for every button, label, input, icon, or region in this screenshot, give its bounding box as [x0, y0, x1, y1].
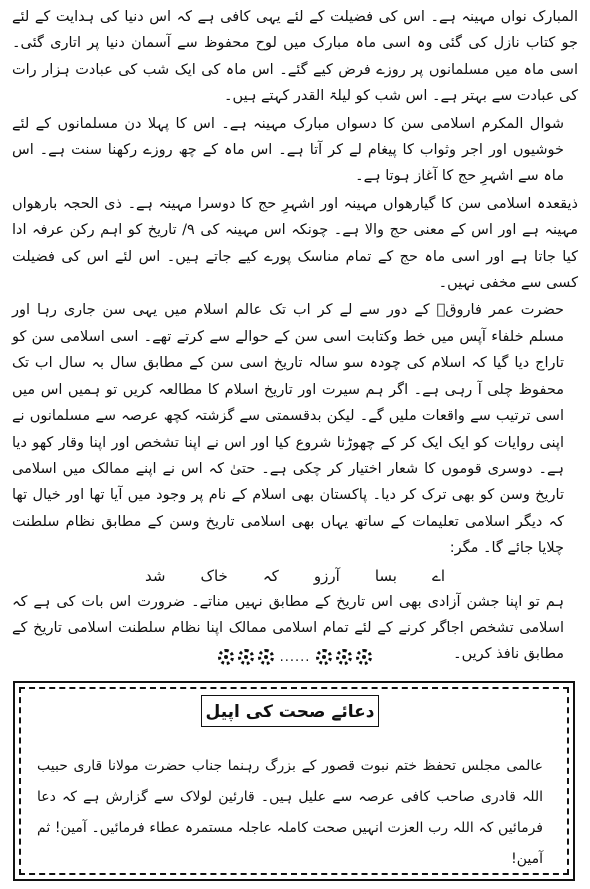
couplet-word: خاک — [200, 566, 228, 585]
couplet-word: اے — [432, 566, 445, 585]
appeal-body: عالمی مجلس تحفظ ختم نبوت قصور کے بزرگ رہنما جناب حضرت مولانا قاری حبیب اللہ قادری صاحب کافی عرصہ سے علیل ہیں۔ قارئین لولاک سے گزارش ہے کہ دعا فرمائیں کہ اللہ رب العزت انہیں صحت کاملہ عاجلہ مستمرہ عطاء فرمائیں۔ آمین! ثم آمین! — [37, 758, 543, 867]
flower-ornament-icon — [316, 649, 332, 665]
couplet-word: کہ — [262, 566, 279, 585]
couplet-word: بسا — [374, 566, 397, 585]
poetry-couplet — [145, 563, 445, 589]
paragraph-shawwal: شوال المکرم اسلامی سن کا دسواں مبارک مہینہ ہے۔ اس کا پہلا دن مسلمانوں کے لئے خوشیوں اور اجر وثواب کا پیغام لے کر آتا ہے۔ اس ماہ کے چھ روزے رکھنا سنت ہے۔ اس ماہ سے اشہرِ حج کا آغاز ہوتا ہے۔ — [12, 115, 564, 185]
appeal-title-box — [201, 695, 379, 727]
flower-ornament-icon — [238, 649, 254, 665]
paragraph-conclusion: ہم تو اپنا جشن آزادی بھی اس تاریخ کے مطابق نہیں مناتے۔ ضرورت اس بات کی ہے کہ اسلامی تشخص اجاگر کرنے کے لئے تمام اسلامی ممالک اپنا نظام سلطنت اسلامی تاریخ کے مطابق نافذ کریں۔ — [12, 593, 564, 663]
paragraph-dhul-qadah: ذیقعدہ اسلامی سن کا گیارھواں مہینہ اور اشہرِ حج کا دوسرا مہینہ ہے۔ ذی الحجہ بارھواں مہینہ ہے اور اس کے معنی حج والا ہے۔ چونکہ اس مہینہ کی ۹/ تاریخ کو اہم رکن عرفہ ادا کیا جاتا ہے اور اسی ماہ حج کے تمام مناسک پورے کیے جاتے ہیں۔ اس لئے اس کی فضیلت کسی سے مخفی نہیں۔ — [12, 195, 578, 292]
flower-ornament-icon — [258, 649, 274, 665]
flower-ornament-icon — [356, 649, 372, 665]
flower-ornament-icon — [336, 649, 352, 665]
flower-ornament-icon — [218, 649, 234, 665]
appeal-box — [13, 681, 575, 881]
section-divider — [0, 646, 590, 668]
paragraph-history: حضرت عمر فاروقؓ کے دور سے لے کر اب تک عالم اسلام میں یہی سن جاری رہا اور مسلم خلفاء آپس میں خط وکتابت اسی سن کے حوالے سے کرتے تھے۔ اسی اسلامی سن کو تاراج دیا گیا کہ اسلام کی چودہ سو سالہ تاریخ اسی سن کے مطابق سال بہ سال اب تک محفوظ چلی آ رہی ہے۔ اگر ہم سیرت اور تاریخ اسلام کا مطالعہ کریں تو ہمیں اس میں اسی ترتیب سے واقعات ملیں گے۔ لیکن بدقسمتی سے گزشتہ کچھ عرصہ سے مسلمانوں نے اپنی روایات کو ایک ایک کر کے چھوڑنا شروع کیا اور اس نے اپنا تشخص اور اپنا وقار کھو دیا ہے۔ دوسری قوموں کا شعار اختیار کر چکی ہے۔ حتیٰ کہ اس نے اپنے ممالک میں اسلامی تاریخ وسن کو بھی ترک کر دیا۔ پاکستان بھی اسلام کے نام پر وجود میں آیا تھا اور خیال تھا کہ دیگر اسلامی تعلیمات کے ساتھ یہاں بھی اسلامی تاریخ وسن کے مطابق نظام سلطنت چلایا جائے گا۔ مگر: — [12, 302, 564, 557]
divider-dots: ...... — [279, 649, 311, 665]
appeal-title: دعائے صحت کی اپیل — [205, 701, 375, 722]
article-body — [12, 4, 578, 663]
paragraph-ramadan: المبارک نواں مہینہ ہے۔ اس کی فضیلت کے لئے یہی کافی ہے کہ اس دنیا کی ہدایت کے لئے جو کتاب نازل کی گئی وہ اسی ماہ مبارک میں لوح محفوظ سے آسمان دنیا پر اتاری گئی۔ اسی ماہ میں مسلمانوں پر روزے فرض کیے گئے۔ اس ماہ کی ایک شب کی عبادت ہزار رات کی عبادت سے بہتر ہے۔ اس شب کو لیلۃ القدر کہتے ہیں۔ — [12, 9, 578, 105]
couplet-word: شد — [145, 566, 166, 585]
couplet-word: آرزو — [313, 566, 340, 585]
